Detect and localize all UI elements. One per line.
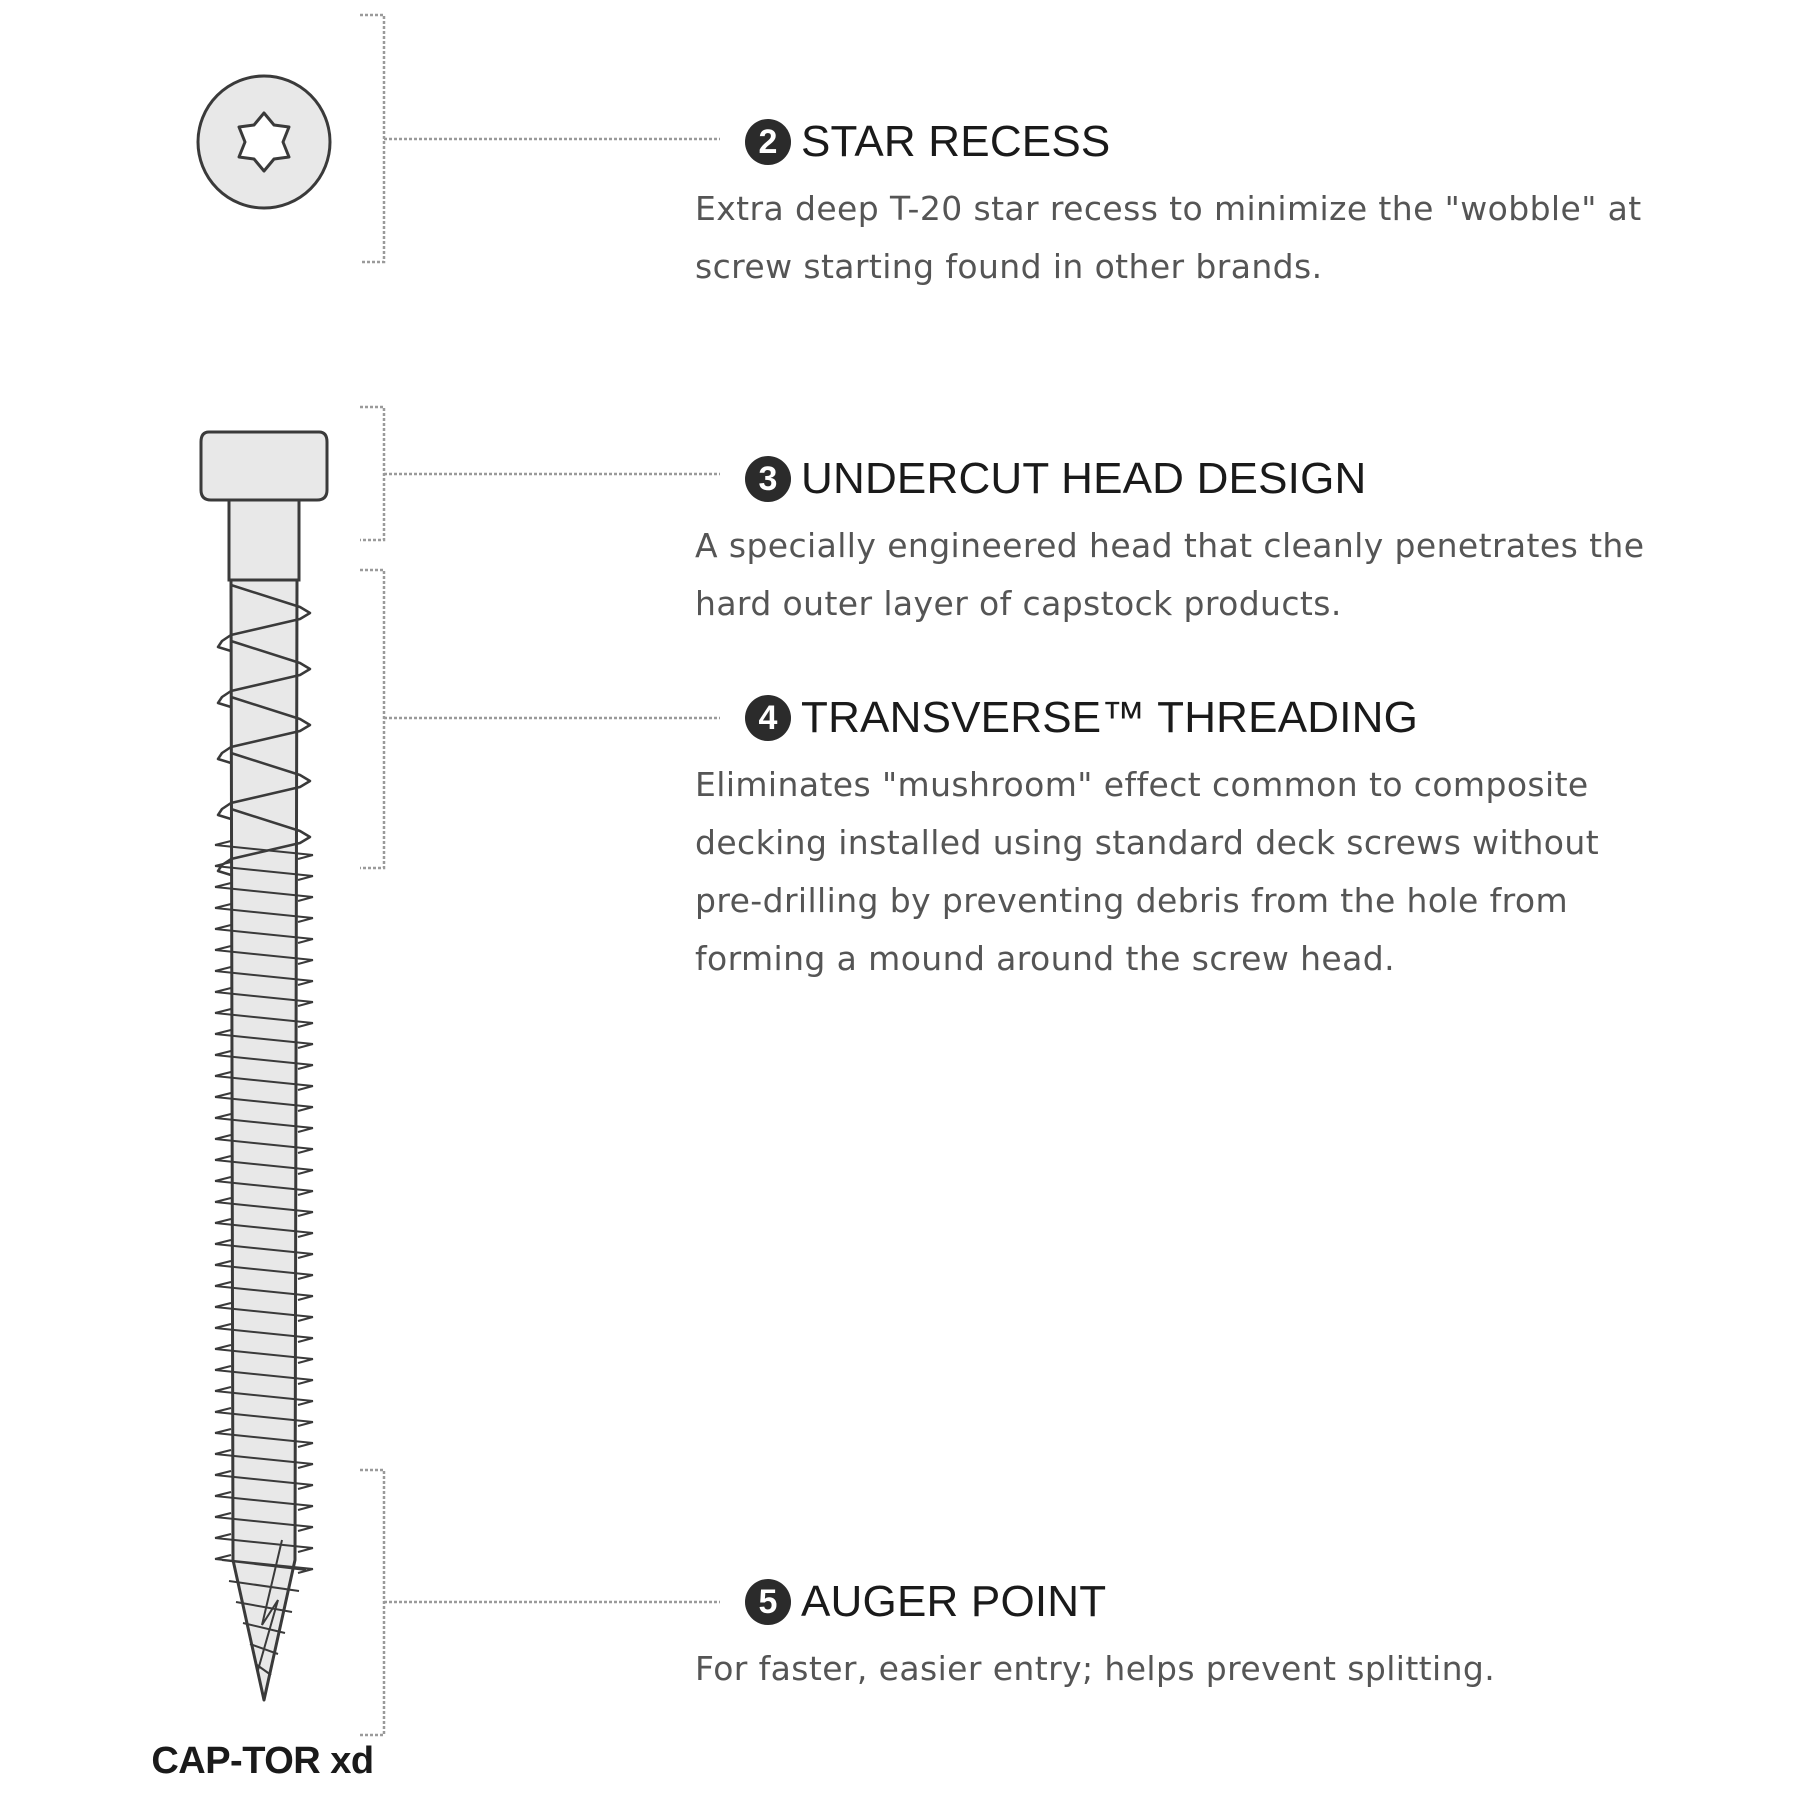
thread-line <box>215 841 231 845</box>
screw-neck <box>229 500 299 580</box>
thread-line <box>298 1065 313 1069</box>
thread-line <box>298 1548 313 1552</box>
thread-line <box>215 1555 231 1559</box>
thread-line <box>218 635 231 651</box>
feature-heading <box>745 688 1675 748</box>
thread-line <box>215 1051 231 1055</box>
thread-line <box>298 876 313 880</box>
feature-title: TRANSVERSE™ THREADING <box>801 693 1419 742</box>
bracket-undercut-head <box>360 407 720 540</box>
thread-line <box>298 1527 313 1531</box>
thread-line <box>298 1254 313 1258</box>
thread-line <box>298 1149 313 1153</box>
thread-line <box>215 1177 231 1181</box>
thread-line <box>298 1422 313 1426</box>
screw-head <box>201 432 327 500</box>
feature-title: UNDERCUT HEAD DESIGN <box>801 454 1367 503</box>
thread-line <box>215 1135 231 1139</box>
thread-line <box>215 1345 231 1349</box>
feature-undercut-head-design <box>695 449 1675 633</box>
thread-line <box>218 803 231 819</box>
thread-line <box>215 1009 231 1013</box>
thread-line <box>298 1443 313 1447</box>
thread-line <box>215 1450 231 1454</box>
feature-title: AUGER POINT <box>801 1577 1107 1626</box>
feature-description: For faster, easier entry; helps prevent splitting. <box>695 1649 1496 1688</box>
number-badge: 5 <box>745 1579 791 1625</box>
thread-line <box>298 1464 313 1468</box>
number-badge: 3 <box>745 456 791 502</box>
feature-description: Eliminates "mushroom" effect common to composite decking installed using standard deck screws without pre-drilling by preventing debris from the hole from forming a mound around the screw head. <box>695 765 1600 978</box>
thread-line <box>215 1492 231 1496</box>
thread-line <box>218 747 231 763</box>
thread-line <box>215 1534 231 1538</box>
feature-description: A specially engineered head that cleanly penetrates the hard outer layer of capstock products. <box>695 526 1645 623</box>
screw-side-view <box>201 432 327 1700</box>
thread-line <box>298 1086 313 1090</box>
thread-line <box>298 1191 313 1195</box>
thread-line <box>298 897 313 901</box>
thread-line <box>215 1030 231 1034</box>
thread-line <box>215 946 231 950</box>
feature-heading <box>745 1572 1675 1632</box>
thread-line <box>215 1261 231 1265</box>
feature-heading <box>745 112 1675 172</box>
thread-line <box>215 1114 231 1118</box>
thread-line <box>215 1282 231 1286</box>
thread-line <box>215 1198 231 1202</box>
thread-line <box>298 1233 313 1237</box>
product-name: CAP-TOR xd <box>151 1740 374 1782</box>
thread-line <box>215 1408 231 1412</box>
bracket-transverse-threading <box>360 570 720 868</box>
feature-star-recess <box>695 112 1675 296</box>
thread-line <box>298 960 313 964</box>
feature-auger-point <box>695 1572 1675 1698</box>
thread-line <box>298 855 313 859</box>
thread-line <box>218 691 231 707</box>
feature-description: Extra deep T-20 star recess to minimize the "wobble" at screw starting found in other brands. <box>695 189 1642 286</box>
bracket-star-recess <box>360 15 720 262</box>
thread-line <box>298 1401 313 1405</box>
thread-line <box>215 967 231 971</box>
thread-line <box>215 1471 231 1475</box>
thread-line <box>215 1513 231 1517</box>
thread-line <box>298 1023 313 1027</box>
thread-line <box>298 1380 313 1384</box>
thread-line <box>298 1170 313 1174</box>
thread-line <box>298 1002 313 1006</box>
feature-transverse-threading <box>695 688 1675 988</box>
thread-line <box>298 1506 313 1510</box>
feature-title: STAR RECESS <box>801 117 1111 166</box>
thread-line <box>298 1317 313 1321</box>
screw-shank <box>231 580 297 1700</box>
screw-head-top-view <box>198 76 330 208</box>
thread-line <box>215 925 231 929</box>
thread-line <box>298 1212 313 1216</box>
thread-line <box>298 1485 313 1489</box>
thread-line <box>298 1296 313 1300</box>
thread-line <box>215 1240 231 1244</box>
thread-line <box>298 1338 313 1342</box>
number-badge: 2 <box>745 119 791 165</box>
thread-line <box>215 883 231 887</box>
thread-line <box>298 939 313 943</box>
thread-line <box>215 1156 231 1160</box>
thread-line <box>215 1072 231 1076</box>
thread-line <box>298 981 313 985</box>
thread-line <box>298 1107 313 1111</box>
thread-line <box>298 1275 313 1279</box>
bracket-auger-point <box>360 1470 720 1735</box>
thread-line <box>215 1324 231 1328</box>
thread-line <box>298 1359 313 1363</box>
thread-line <box>298 918 313 922</box>
thread-line <box>298 1044 313 1048</box>
number-badge: 4 <box>745 695 791 741</box>
thread-line <box>215 1429 231 1433</box>
thread-line <box>215 904 231 908</box>
thread-line <box>215 1366 231 1370</box>
thread-line <box>215 988 231 992</box>
thread-line <box>298 1128 313 1132</box>
thread-line <box>215 1387 231 1391</box>
thread-line <box>215 1219 231 1223</box>
feature-heading <box>745 449 1675 509</box>
thread-line <box>215 1303 231 1307</box>
thread-line <box>215 1093 231 1097</box>
